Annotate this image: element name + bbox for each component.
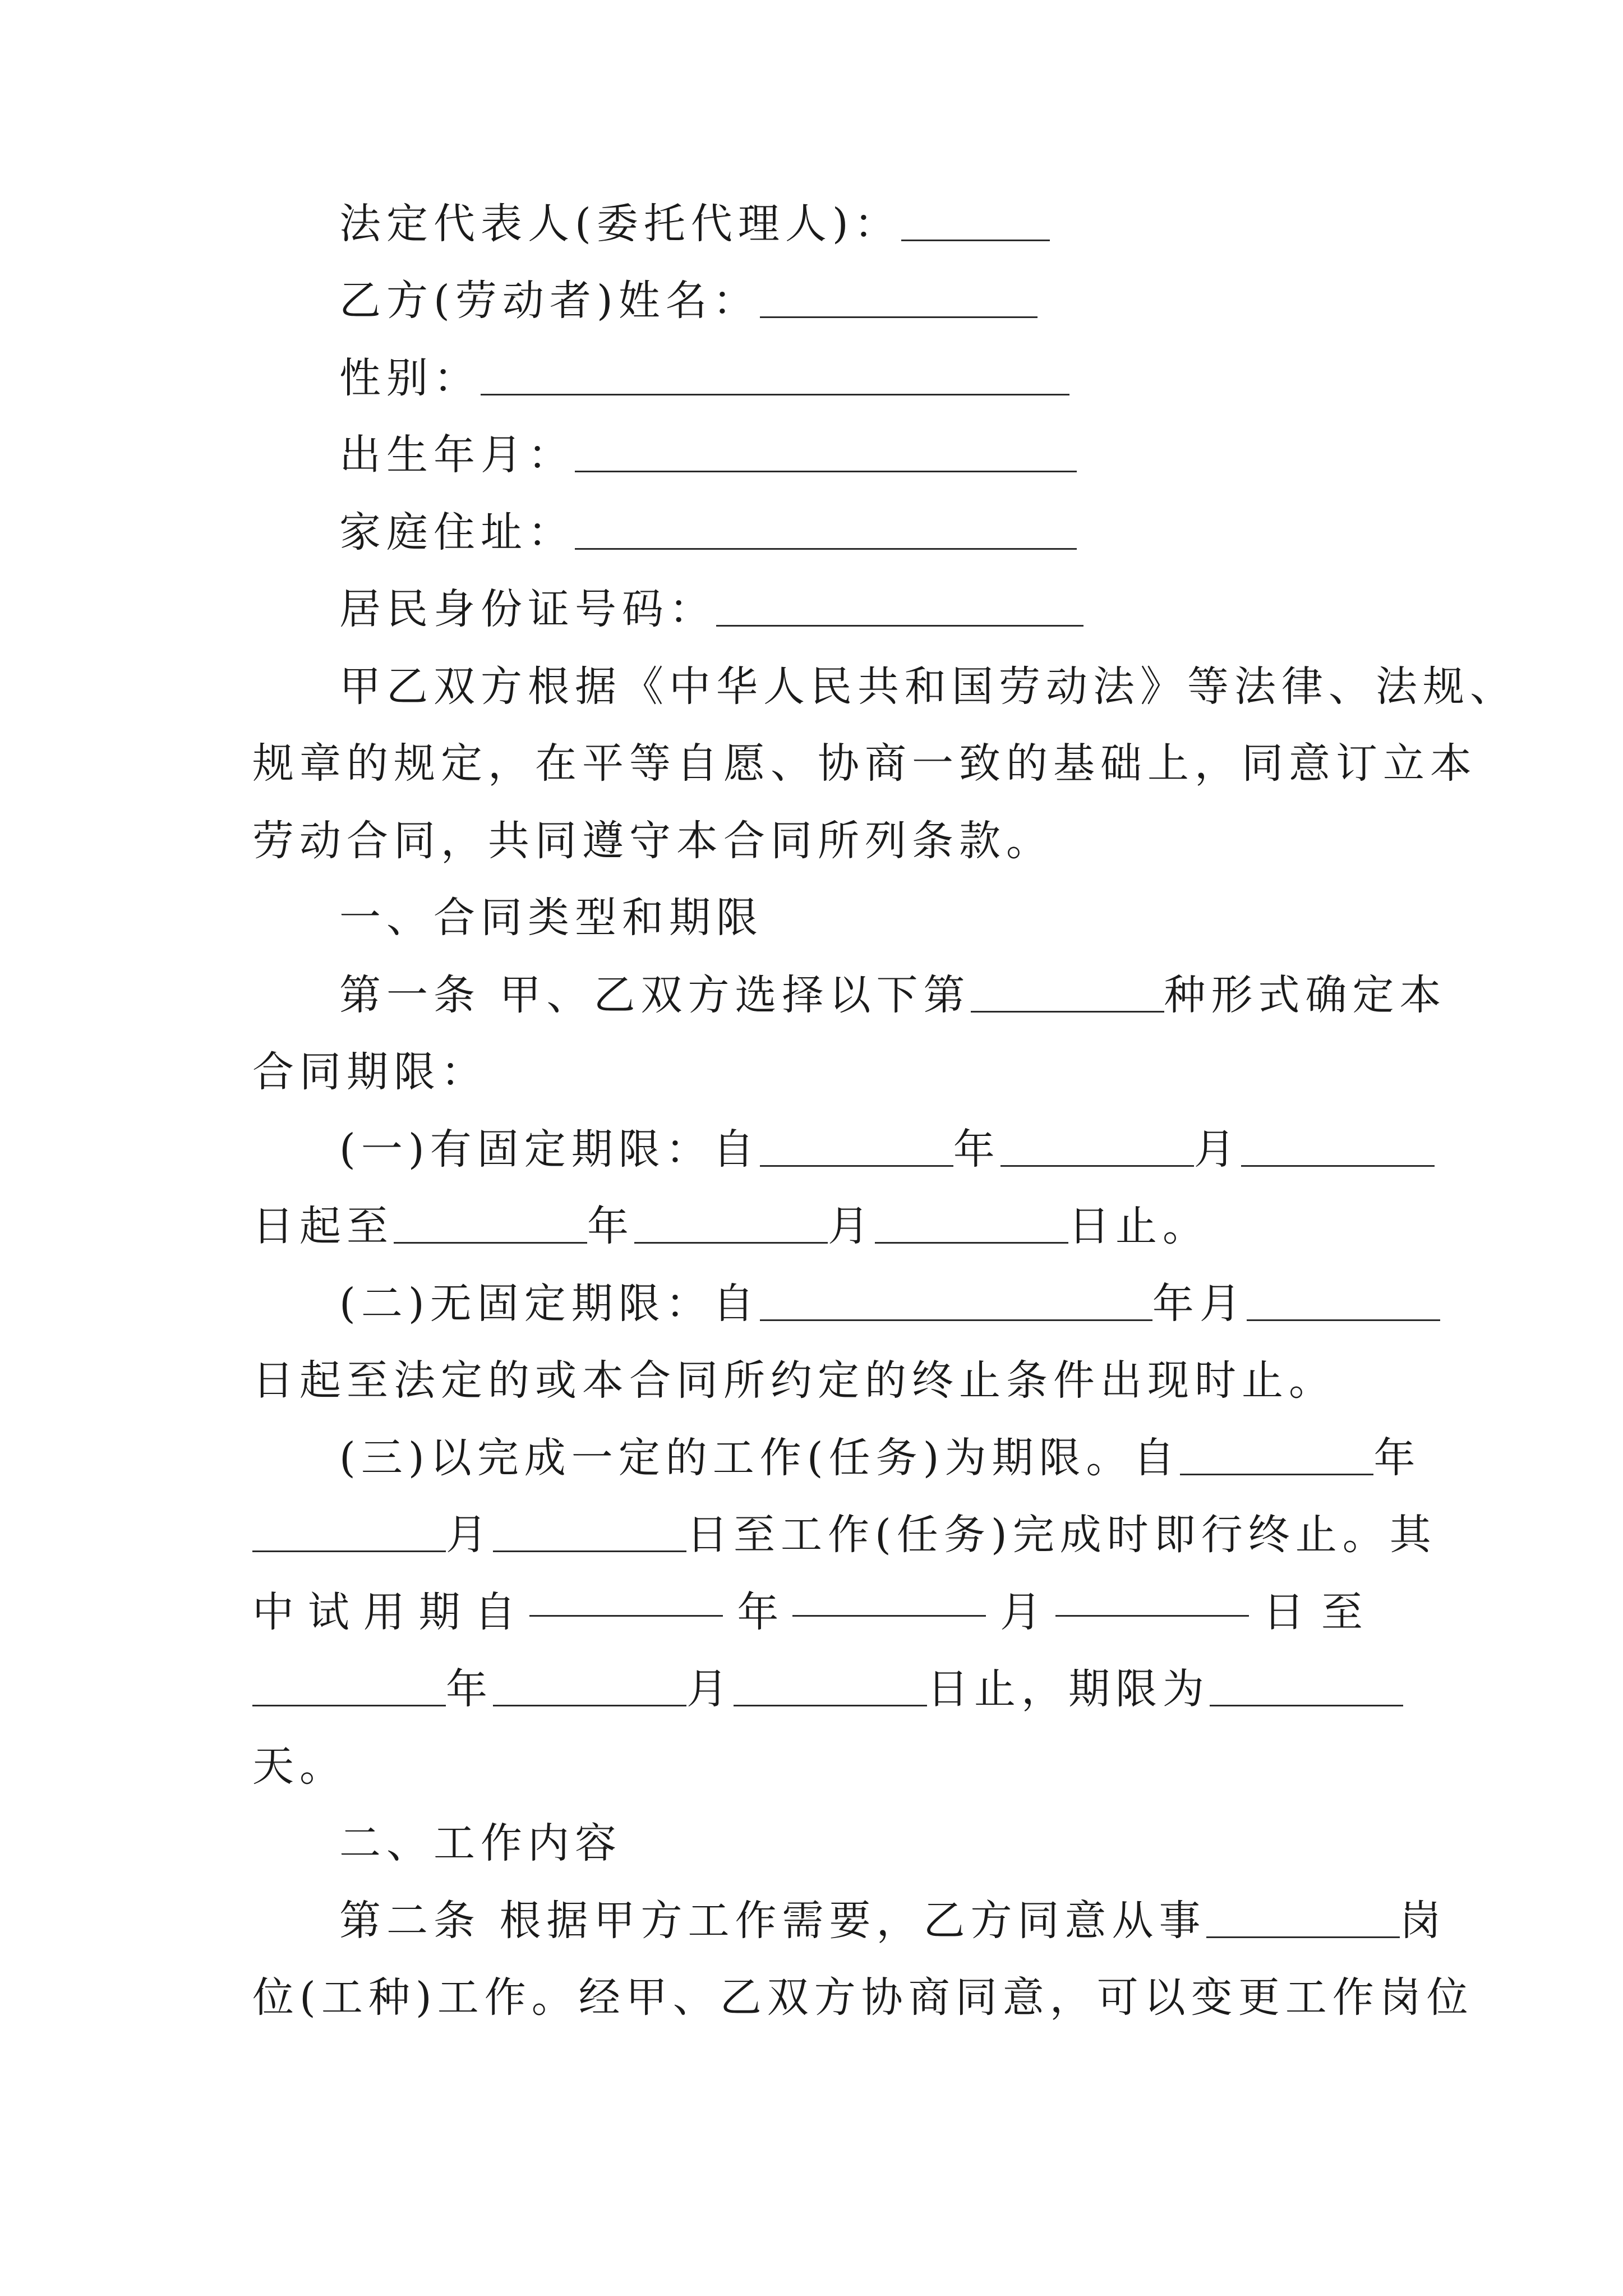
- fixed-end-month-blank[interactable]: [634, 1200, 828, 1244]
- probation-char: 中: [252, 1588, 294, 1636]
- preamble-line-2: 规章的规定，在平等自愿、协商一致的基础上，同意订立本: [252, 739, 1477, 788]
- gender-blank[interactable]: [481, 352, 1069, 395]
- name-label: 乙方(劳动者)姓名：: [339, 277, 760, 325]
- birth-label: 出生年月：: [339, 431, 575, 479]
- year-label: 年: [953, 1125, 1000, 1174]
- fixed-term-label: (一)有固定期限：自: [339, 1125, 760, 1174]
- probation-char: 试: [307, 1588, 349, 1636]
- address-label: 家庭住址：: [339, 508, 575, 556]
- open-year-month-label: 年月: [1152, 1280, 1247, 1328]
- task-term-label: (三)以完成一定的工作(任务)为期限。自: [339, 1434, 1181, 1482]
- day-end-term-label: 日止，期限为: [927, 1665, 1210, 1713]
- year-label: 年: [587, 1202, 634, 1250]
- gender-label: 性别：: [339, 354, 481, 402]
- day-from-to-label: 日起至: [252, 1202, 394, 1250]
- name-line: [339, 262, 1380, 339]
- name-blank[interactable]: [760, 275, 1038, 318]
- article-2-text-b: 岗: [1399, 1897, 1447, 1945]
- probation-char: 自: [474, 1588, 516, 1636]
- id-line: [339, 570, 1380, 648]
- id-label: 居民身份证号码：: [339, 585, 716, 633]
- address-line: [339, 494, 1380, 571]
- probation-start-day-blank[interactable]: [1055, 1573, 1249, 1617]
- address-blank[interactable]: [575, 507, 1077, 550]
- month-label: 月: [1000, 1588, 1042, 1636]
- probation-start-year-blank[interactable]: [529, 1573, 723, 1617]
- article-1-text-a: 第一条 甲、乙双方选择以下第: [339, 971, 971, 1019]
- open-term-line-1: [339, 1265, 1380, 1342]
- probation-line: [252, 1573, 1380, 1651]
- article-2-line-1: [339, 1882, 1447, 1959]
- article-2-text-a: 第二条 根据甲方工作需要，乙方同意从事: [339, 1897, 1206, 1945]
- article-1-line-1: [339, 956, 1447, 1034]
- fixed-term-line-1: [339, 1111, 1380, 1188]
- probation-end-day-blank[interactable]: [734, 1663, 927, 1706]
- legal-rep-line: [339, 185, 1380, 263]
- article-1-text-b: 种形式确定本: [1164, 971, 1447, 1019]
- probation-char: 期: [418, 1588, 460, 1636]
- article-2-line-2: 位(工种)工作。经甲、乙双方协商同意，可以变更工作岗位: [252, 1973, 1474, 2022]
- legal-rep-blank[interactable]: [901, 198, 1050, 241]
- day-to-label: 日至: [1262, 1588, 1380, 1636]
- fixed-term-line-2: [252, 1188, 1380, 1265]
- open-start-day-blank[interactable]: [1247, 1278, 1440, 1321]
- birth-blank[interactable]: [575, 429, 1077, 472]
- article-1-choice-blank[interactable]: [971, 969, 1164, 1013]
- month-label: 月: [828, 1202, 875, 1250]
- open-start-year-blank[interactable]: [760, 1278, 1152, 1321]
- preamble-line-3: 劳动合同，共同遵守本合同所列条款。: [252, 817, 1053, 865]
- fixed-end-day-blank[interactable]: [875, 1200, 1068, 1244]
- open-term-label: (二)无固定期限：自: [339, 1280, 760, 1328]
- section-2-heading: 二、工作内容: [339, 1819, 622, 1867]
- probation-end-month-blank[interactable]: [493, 1663, 686, 1706]
- year-label: 年: [737, 1588, 779, 1636]
- task-start-year-blank[interactable]: [1180, 1432, 1373, 1475]
- article-1-line-2: 合同期限：: [252, 1048, 488, 1096]
- days-line: 天。: [252, 1742, 347, 1791]
- probation-end-year-blank[interactable]: [252, 1663, 446, 1706]
- year-label: 年: [1373, 1434, 1421, 1482]
- month-label: 月: [446, 1511, 493, 1559]
- section-1-heading: 一、合同类型和期限: [339, 894, 763, 942]
- year-label: 年: [446, 1665, 493, 1713]
- task-term-line-1: [339, 1419, 1421, 1497]
- gender-line: [339, 339, 1380, 417]
- day-end-label: 日止。: [1068, 1202, 1210, 1250]
- legal-rep-label: 法定代表人(委托代理人)：: [339, 200, 901, 248]
- probation-days-blank[interactable]: [1210, 1663, 1403, 1706]
- task-start-month-blank[interactable]: [252, 1509, 446, 1552]
- probation-char: 用: [363, 1588, 405, 1636]
- id-blank[interactable]: [716, 583, 1083, 627]
- fixed-start-year-blank[interactable]: [760, 1124, 953, 1167]
- fixed-start-day-blank[interactable]: [1241, 1124, 1435, 1167]
- task-line-2-end: 日至工作(任务)完成时即行终止。其: [686, 1511, 1437, 1559]
- task-start-day-blank[interactable]: [493, 1509, 686, 1552]
- probation-start-month-blank[interactable]: [792, 1573, 986, 1617]
- month-label: 月: [1193, 1125, 1241, 1174]
- article-2-post-blank[interactable]: [1206, 1895, 1400, 1938]
- fixed-end-year-blank[interactable]: [394, 1200, 587, 1244]
- month-label: 月: [686, 1665, 734, 1713]
- probation-end-line: [252, 1650, 1380, 1728]
- fixed-start-month-blank[interactable]: [1000, 1124, 1194, 1167]
- open-term-line-2: 日起至法定的或本合同所约定的终止条件出现时止。: [252, 1356, 1336, 1405]
- birth-line: [339, 416, 1380, 494]
- preamble-line-1: 甲乙双方根据《中华人民共和国劳动法》等法律、法规、: [339, 662, 1517, 711]
- task-term-line-2: [252, 1496, 1437, 1573]
